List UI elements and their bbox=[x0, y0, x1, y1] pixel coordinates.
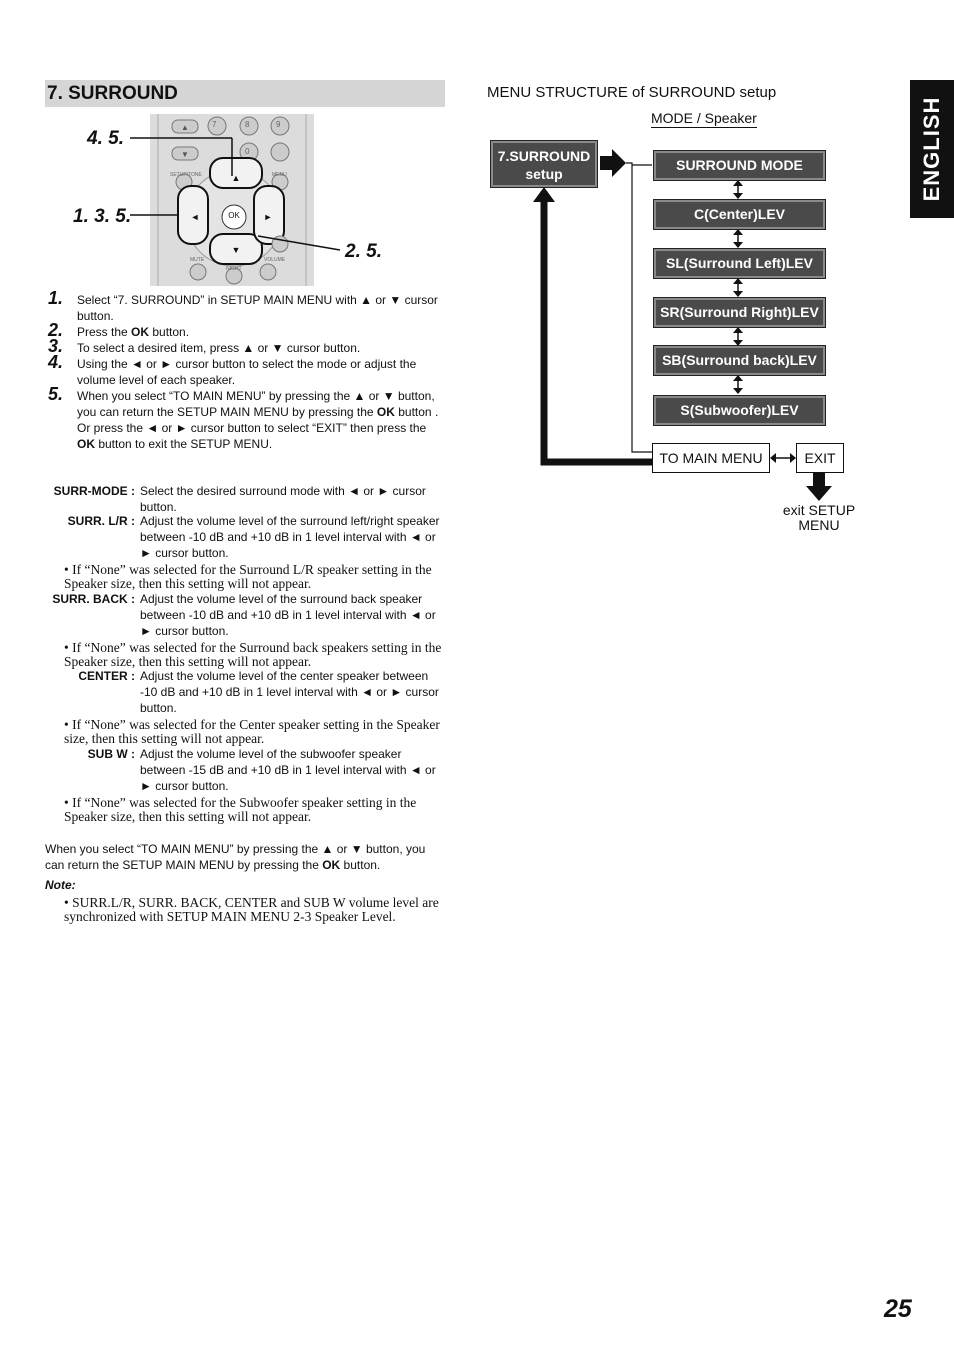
step-text: Using the ◄ or ► cursor button to select the mode or adjust the volume level of each speaker. bbox=[77, 357, 417, 387]
note-text: • SURR.L/R, SURR. BACK, CENTER and SUB W volume level are synchronized with SETUP MAIN MENU 2-3 Speaker Level. bbox=[64, 895, 439, 924]
definition-text: Adjust the volume level of the center speaker between -10 dB and +10 dB in 1 level interval with ◄ or ► cursor button. bbox=[140, 669, 439, 715]
definition-term: SURR. BACK : bbox=[52, 592, 135, 606]
surround-setup-line1: 7.SURROUND bbox=[497, 148, 591, 164]
svg-text:▲: ▲ bbox=[231, 173, 241, 183]
digit-9: 9 bbox=[276, 120, 281, 129]
callout-up-button: 4. 5. bbox=[87, 128, 124, 149]
definition-text: Adjust the volume level of the subwoofer speaker between -15 dB and +10 dB in 1 level interval with ◄ or ► cursor button. bbox=[140, 747, 436, 793]
step-text: Select “7. SURROUND” in SETUP MAIN MENU with ▲ or ▼ cursor button. bbox=[77, 293, 438, 323]
callout-left-right-button: 1. 3. 5. bbox=[73, 206, 132, 227]
digit-8: 8 bbox=[245, 120, 250, 129]
volume-key-label: VOLUME bbox=[264, 257, 286, 263]
exit-note-line2: MENU bbox=[798, 517, 840, 533]
definition-text: Select the desired surround mode with ◄ or ► cursor button. bbox=[140, 484, 426, 514]
definition-note: • If “None” was selected for the Surround back speakers setting in the Speaker size, then this setting will not appear. bbox=[64, 640, 442, 669]
menu-item-surround-right-level: SR(Surround Right)LEV bbox=[653, 297, 826, 328]
note-title: Note: bbox=[45, 878, 76, 892]
exit-note-line1: exit SETUP bbox=[782, 502, 856, 518]
definition-note: • If “None” was selected for the Center speaker setting in the Speaker size, then this setting will not appear. bbox=[64, 717, 440, 746]
to-main-menu-node: TO MAIN MENU bbox=[652, 443, 770, 473]
night-key-label: NIGHT bbox=[226, 266, 242, 272]
menu-item-center-level: C(Center)LEV bbox=[653, 199, 826, 230]
section-title: 7. SURROUND bbox=[47, 83, 178, 104]
definition-text: Adjust the volume level of the surround back speaker between -10 dB and +10 dB in 1 level interval with ◄ or ► cursor button. bbox=[140, 592, 436, 638]
step-number: 1. bbox=[48, 288, 64, 308]
step-text: When you select “TO MAIN MENU” by pressing the ▲ or ▼ button, you can return the SETUP MAIN MENU by pressing the OK button . Or press the ◄ or ► cursor button to select “EXIT” then press the OK button to exit the SETUP MENU. bbox=[77, 389, 439, 451]
digit-0: 0 bbox=[245, 147, 250, 156]
step-number: 4. bbox=[48, 352, 64, 372]
exit-setup-menu-note bbox=[770, 503, 868, 533]
definition-term: SUB W : bbox=[87, 747, 135, 761]
menu-item-subwoofer-level: S(Subwoofer)LEV bbox=[653, 395, 826, 426]
svg-text:▲: ▲ bbox=[181, 123, 189, 132]
svg-text:►: ► bbox=[263, 212, 273, 222]
exit-node: EXIT bbox=[796, 443, 844, 473]
setup-key-label: SETUP/TONE bbox=[170, 172, 202, 178]
language-label: ENGLISH bbox=[919, 96, 944, 202]
step-text: Press the OK button. bbox=[77, 325, 190, 339]
step-number: 3. bbox=[48, 336, 64, 356]
ok-button-label: OK bbox=[228, 211, 240, 220]
svg-text:◄: ◄ bbox=[190, 212, 200, 222]
callout-ok-button: 2. 5. bbox=[345, 241, 382, 262]
mute-key-label: MUTE bbox=[190, 257, 205, 263]
page-number: 25 bbox=[884, 1295, 912, 1323]
step-number: 2. bbox=[48, 320, 64, 340]
step-text: To select a desired item, press ▲ or ▼ cursor button. bbox=[77, 341, 361, 355]
menu-key-label: MENU bbox=[272, 172, 287, 178]
menu-connectors bbox=[0, 0, 954, 560]
menu-item-surround-left-level: SL(Surround Left)LEV bbox=[653, 248, 826, 279]
mode-speaker-label: MODE / Speaker bbox=[651, 110, 757, 126]
definition-term: SURR-MODE : bbox=[53, 484, 135, 498]
svg-text:▼: ▼ bbox=[231, 245, 241, 255]
menu-item-surround-mode: SURROUND MODE bbox=[653, 150, 826, 181]
surround-setup-line2: setup bbox=[525, 166, 563, 182]
definition-note: • If “None” was selected for the Surround L/R speaker setting in the Speaker size, then this setting will not appear. bbox=[64, 562, 432, 591]
definition-term: SURR. L/R : bbox=[67, 514, 135, 528]
svg-text:▼: ▼ bbox=[181, 150, 189, 159]
footer-paragraph: When you select “TO MAIN MENU” by pressing the ▲ or ▼ button, you can return the SETUP MAIN MENU by pressing the OK button. bbox=[45, 842, 426, 872]
surround-setup-node bbox=[490, 140, 598, 188]
definition-note: • If “None” was selected for the Subwoofer speaker setting in the Speaker size, then this setting will not appear. bbox=[64, 795, 417, 824]
definition-text: Adjust the volume level of the surround left/right speaker between -10 dB and +10 dB in 1 level interval with ◄ or ► cursor button. bbox=[140, 514, 440, 560]
menu-item-surround-back-level: SB(Surround back)LEV bbox=[653, 345, 826, 376]
definition-term: CENTER : bbox=[78, 669, 135, 683]
menu-structure-heading: MENU STRUCTURE of SURROUND setup bbox=[487, 84, 777, 101]
step-number: 5. bbox=[48, 384, 64, 404]
digit-7: 7 bbox=[212, 120, 217, 129]
